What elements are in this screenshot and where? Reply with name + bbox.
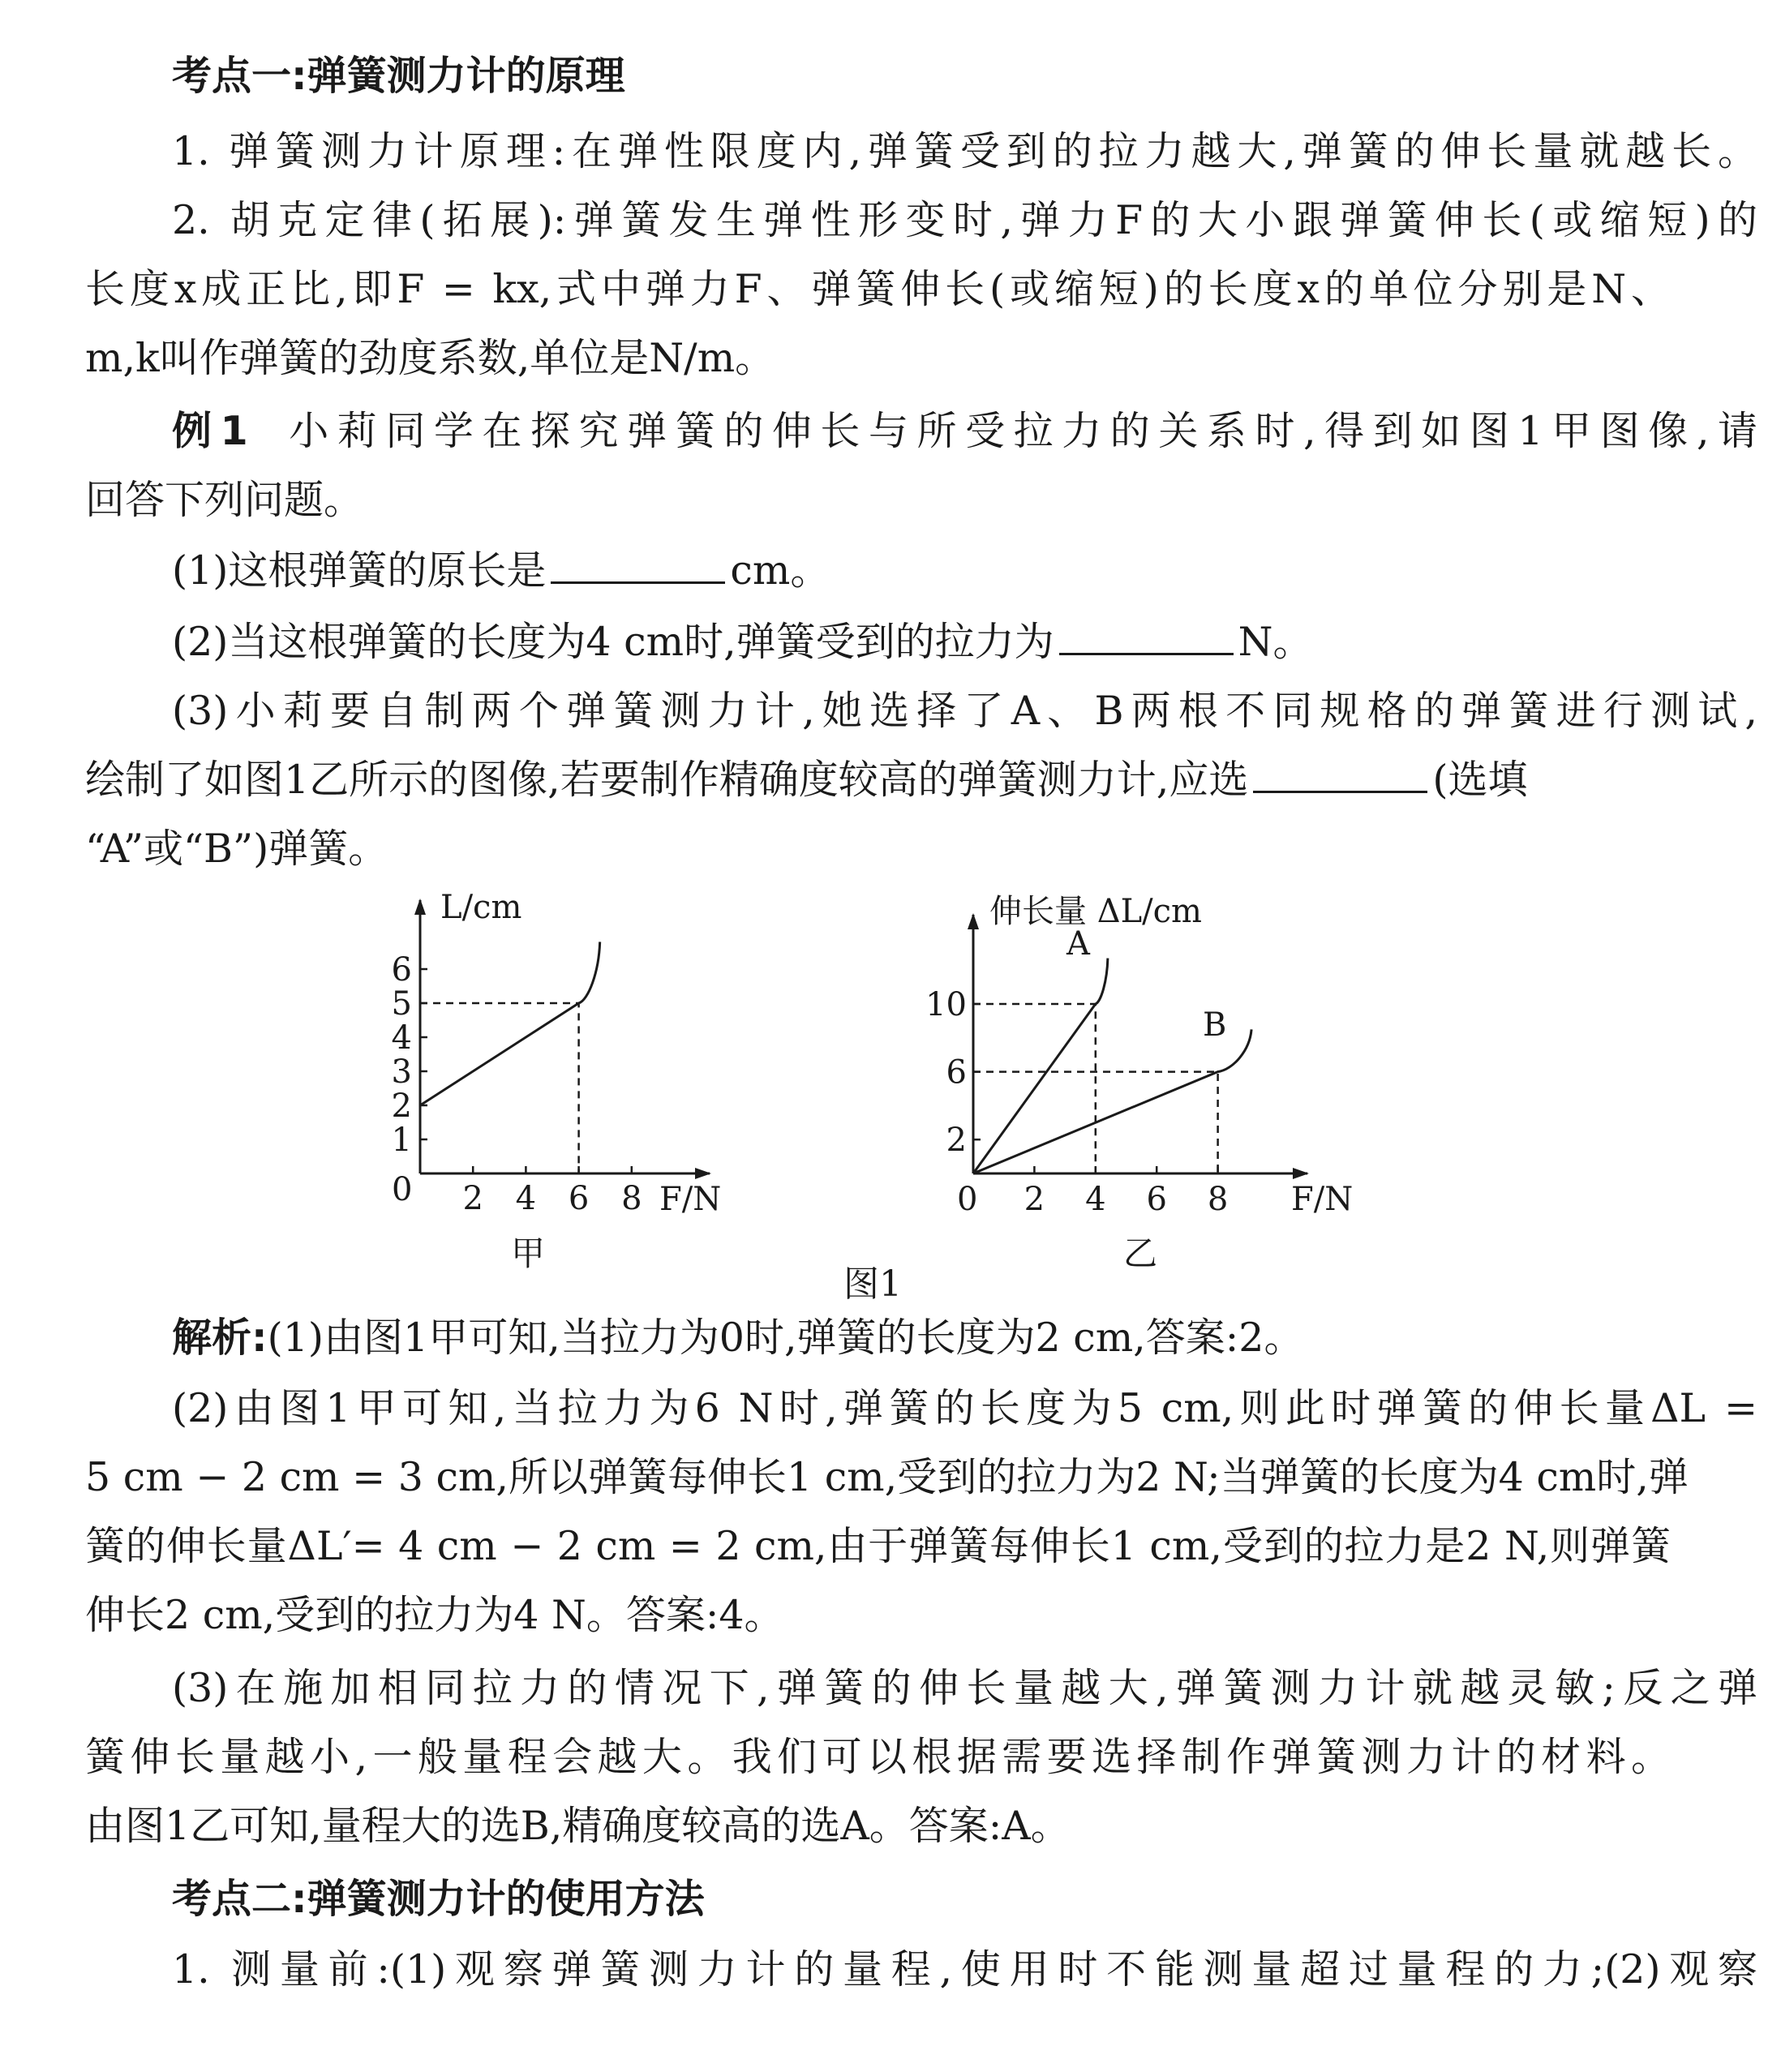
example-line1 bbox=[172, 405, 1757, 457]
chart-yi bbox=[925, 893, 1353, 1273]
example-text: 小莉同学在探究弹簧的伸长与所受拉力的关系时,得到如图1甲图像,请 bbox=[280, 408, 1757, 454]
figure-1 bbox=[0, 876, 1781, 1314]
question-3-text: 绘制了如图1乙所示的图像,若要制作精确度较高的弹簧测力计,应选 bbox=[85, 757, 1249, 803]
question-3-line2 bbox=[85, 754, 1671, 806]
solution-part2-line2: 5 cm − 2 cm = 3 cm,所以弹簧每伸长1 cm,受到的拉力为2 N;当弹簧的长度为4 cm时,弹 bbox=[85, 1454, 1689, 1500]
jia-xlabel: F/N bbox=[659, 1181, 722, 1218]
solution-part2-line4: 伸长2 cm,受到的拉力为4 N。答案:4。 bbox=[85, 1592, 784, 1638]
yi-series-line-b bbox=[973, 1029, 1251, 1173]
section1-point1: 1. 弹簧测力计原理:在弹性限度内,弹簧受到的拉力越大,弹簧的伸长量就越长。 bbox=[172, 128, 1757, 174]
yi-ylabel: 伸长量 ΔL/cm bbox=[989, 893, 1202, 930]
yi-label-b: B bbox=[1203, 1006, 1227, 1044]
jia-sublabel: 甲 bbox=[511, 1233, 546, 1273]
example-line2: 回答下列问题。 bbox=[85, 477, 364, 523]
jia-guide-line bbox=[420, 1003, 579, 1173]
jia-x-tick-label: 6 bbox=[568, 1180, 590, 1217]
jia-y-tick-label: 1 bbox=[391, 1122, 412, 1159]
section1-point2-line3: m,k叫作弹簧的劲度系数,单位是N/m。 bbox=[85, 335, 775, 381]
solution-part3-line1: (3)在施加相同拉力的情况下,弹簧的伸长量越大,弹簧测力计就越灵敏;反之弹 bbox=[172, 1665, 1757, 1711]
figure-caption: 图1 bbox=[843, 1263, 902, 1305]
jia-y-tick-label: 3 bbox=[391, 1053, 412, 1091]
solution-line1 bbox=[172, 1312, 1757, 1364]
question-2 bbox=[172, 616, 1757, 668]
question-2-unit: N。 bbox=[1238, 619, 1313, 665]
question-1 bbox=[172, 545, 1757, 597]
question-2-text: (2)当这根弹簧的长度为4 cm时,弹簧受到的拉力为 bbox=[172, 619, 1054, 665]
question-3-hint: (选填 bbox=[1432, 757, 1528, 803]
jia-ylabel: L/cm bbox=[440, 889, 522, 926]
yi-sublabel: 乙 bbox=[1123, 1233, 1158, 1273]
section2-title: 考点二:弹簧测力计的使用方法 bbox=[172, 1876, 705, 1922]
yi-origin: 0 bbox=[957, 1181, 978, 1218]
jia-x-tick-label: 2 bbox=[462, 1180, 483, 1217]
answer-blank-3[interactable] bbox=[1253, 755, 1427, 793]
yi-y-tick-label: 10 bbox=[925, 986, 967, 1023]
question-1-unit: cm。 bbox=[730, 547, 830, 594]
section1-point2-line1: 2. 胡克定律(拓展):弹簧发生弹性形变时,弹力F的大小跟弹簧伸长(或缩短)的 bbox=[172, 197, 1757, 243]
solution-part3-line3: 由图1乙可知,量程大的选B,精确度较高的选A。答案:A。 bbox=[85, 1803, 1071, 1849]
section1-point2-line2: 长度x成正比,即F = kx,式中弹力F、弹簧伸长(或缩短)的长度x的单位分别是N、 bbox=[85, 266, 1671, 312]
jia-y-tick-label: 5 bbox=[391, 985, 412, 1023]
question-3-line3: “A”或“B”)弹簧。 bbox=[85, 826, 388, 872]
answer-blank-2[interactable] bbox=[1059, 617, 1234, 655]
section2-point1: 1. 测量前:(1)观察弹簧测力计的量程,使用时不能测量超过量程的力;(2)观察 bbox=[172, 1946, 1757, 1993]
yi-x-tick-label: 6 bbox=[1146, 1181, 1167, 1218]
jia-series-line bbox=[420, 942, 600, 1105]
jia-x-tick-label: 8 bbox=[621, 1180, 642, 1217]
solution-part2-line1: (2)由图1甲可知,当拉力为6 N时,弹簧的长度为5 cm,则此时弹簧的伸长量ΔL = bbox=[172, 1385, 1757, 1431]
question-3-line1: (3)小莉要自制两个弹簧测力计,她选择了A、B两根不同规格的弹簧进行测试, bbox=[172, 688, 1757, 734]
chart-jia bbox=[392, 889, 722, 1273]
yi-x-tick-label: 8 bbox=[1207, 1181, 1229, 1218]
solution-part3-line2: 簧伸长量越小,一般量程会越大。我们可以根据需要选择制作弹簧测力计的材料。 bbox=[85, 1734, 1671, 1780]
yi-x-tick-label: 2 bbox=[1024, 1181, 1045, 1218]
yi-x-tick-label: 4 bbox=[1085, 1181, 1106, 1218]
yi-xlabel: F/N bbox=[1291, 1181, 1354, 1218]
example-label: 例1 bbox=[172, 408, 248, 454]
question-1-text: (1)这根弹簧的原长是 bbox=[172, 547, 547, 594]
jia-y-tick-label: 6 bbox=[391, 951, 412, 989]
yi-y-tick-label: 2 bbox=[946, 1122, 967, 1160]
yi-label-a: A bbox=[1066, 925, 1090, 963]
yi-y-tick-label: 6 bbox=[946, 1053, 967, 1092]
jia-x-tick-label: 4 bbox=[515, 1180, 537, 1217]
answer-blank-1[interactable] bbox=[551, 546, 725, 584]
solution-part2-line3: 簧的伸长量ΔL′= 4 cm − 2 cm = 2 cm,由于弹簧每伸长1 cm,受到的拉力是2 N,则弹簧 bbox=[85, 1523, 1671, 1569]
solution-label: 解析: bbox=[172, 1315, 268, 1361]
jia-origin: 0 bbox=[392, 1171, 413, 1208]
solution-part1: (1)由图1甲可知,当拉力为0时,弹簧的长度为2 cm,答案:2。 bbox=[267, 1315, 1304, 1361]
jia-y-tick-label: 2 bbox=[391, 1087, 412, 1125]
yi-series-line-a bbox=[973, 959, 1108, 1173]
jia-y-tick-label: 4 bbox=[391, 1019, 412, 1057]
section1-title: 考点一:弹簧测力计的原理 bbox=[172, 53, 625, 99]
